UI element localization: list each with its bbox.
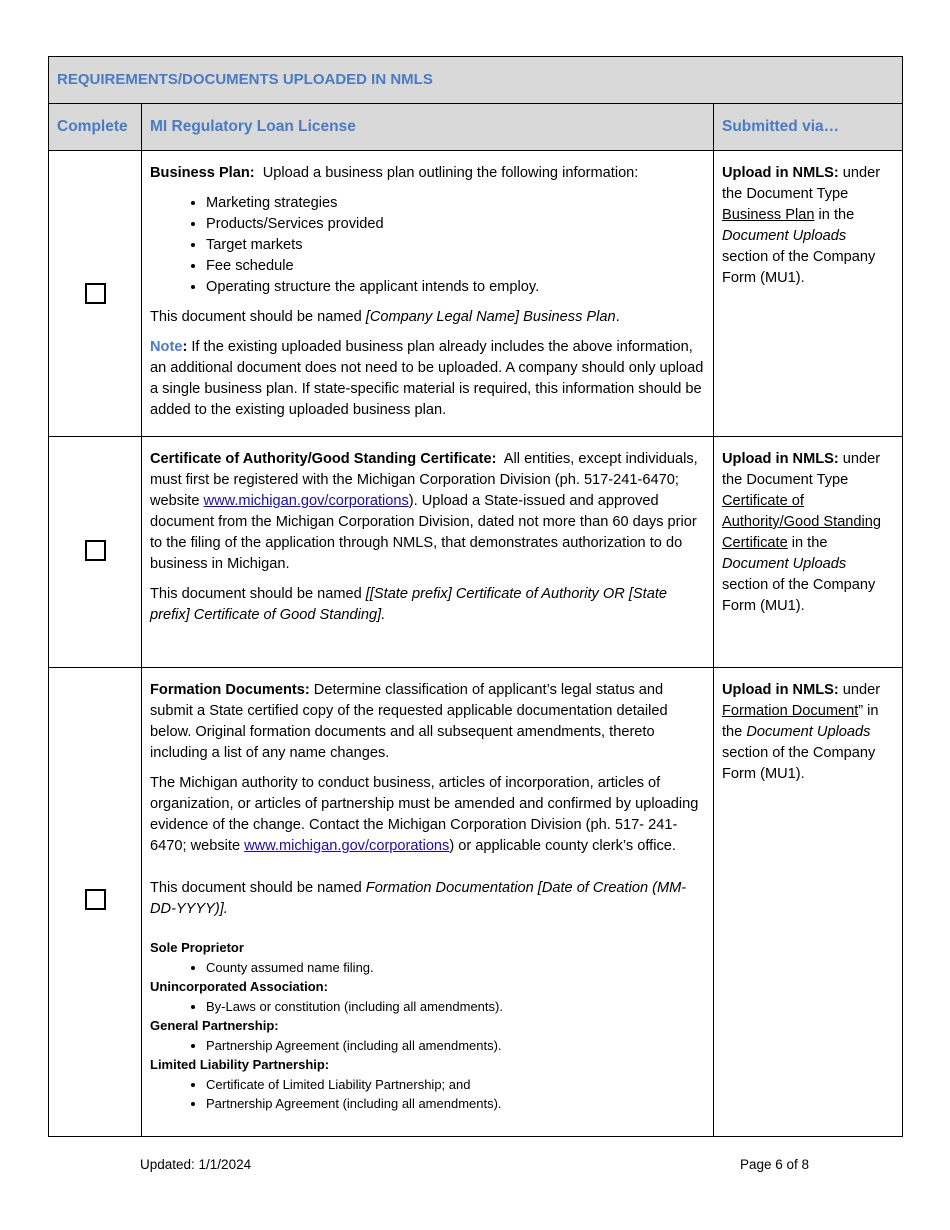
list-item: • Partnership Agreement (including all amendments). [206, 1036, 705, 1056]
table-row: Certificate of Authority/Good Standing Certificate: All entities, except individuals, must first be registered with the Michigan Corporation Division (ph. 517-241-6470; website www.michigan.gov/corporations). Upload a State-issued and approved document from the Michigan Corporation Division, dated not more than 60 days prior to the filing of the application through NMLS, that demonstrates authorization to do business in Michigan. This document should be named [[State prefix] Certificate of Authority OR [State prefix] Certificate of Good Standing]. Upload in NMLS: under the Document Type Certificate of Authority/Good Standing Certificate in the Document Uploads section of the Company Form (MU1). [49, 437, 903, 668]
note-label: Note [150, 339, 183, 355]
header-complete: Complete [49, 104, 142, 151]
table-row: Business Plan: Upload a business plan outlining the following information: • Marketing strategies • Products/Services provided • Target markets • Fee schedule • Operating structure the applicant intends to employ. This document should be named [Company Legal Name] Business Plan. Note: If the existing uploaded business plan already includes the above information, an additional document does not need to be uploaded. A company should only upload a single business plan. If state-specific material is required, this information should be added to the existing uploaded business plan. Upload in NMLS: under the Document Type Business Plan in the Document Uploads section of the Company Form (MU1). [49, 151, 903, 437]
table-row: Formation Documents: Determine classification of applicant’s legal status and submit a State certified copy of the requested applicable documentation detailed below. Original formation documents and all subsequent amendments, thereto including a list of any name changes. The Michigan authority to conduct business, articles of incorporation, articles of organization, or articles of partnership must be amended and confirmed by uploading evidence of the change. Contact the Michigan Corporation Division (ph. 517- 241-6470; website www.michigan.gov/corporations) or applicable county clerk’s office. This document should be named Formation Documentation [Date of Creation (MM-DD-YYYY)]. Sole Proprietor • County assumed name filing. Unincorporated Association: • By-Laws or constitution (including all amendments). General Partnership: • Partnership Agreement (including all amendments). Limited Liability Partnership: • Certificate of Limited Liability Partnership; and • Partnership Agreement (including all amendments). Upload in NMLS: under Formation Document” in the Document Uploads section of the Company Form (MU1). [49, 668, 903, 1137]
list-item: • Certificate of Limited Liability Partnership; and [206, 1075, 705, 1095]
list-item: • Partnership Agreement (including all amendments). [206, 1094, 705, 1114]
business-plan-checkbox[interactable] [85, 283, 106, 304]
corporations-link[interactable]: www.michigan.gov/corporations [244, 838, 450, 854]
formation-checkbox[interactable] [85, 889, 106, 910]
list-item: • Marketing strategies [206, 193, 705, 214]
list-item: • Target markets [206, 235, 705, 256]
table-title-row [49, 57, 903, 104]
list-item: • County assumed name filing. [206, 958, 705, 978]
list-item: • Fee schedule [206, 256, 705, 277]
formation-via: Upload in NMLS: under Formation Document” in the Document Uploads section of the Company Form (MU1). [722, 682, 881, 782]
list-item: • Operating structure the applicant intends to employ. [206, 277, 705, 298]
header-submitted-via: Submitted via… [714, 104, 903, 151]
certificate-checkbox[interactable] [85, 540, 106, 561]
corporations-link[interactable]: www.michigan.gov/corporations [203, 493, 409, 509]
footer-page-number: Page 6 of 8 [740, 1157, 810, 1172]
list-item: • By-Laws or constitution (including all amendments). [206, 997, 705, 1017]
list-item: • Products/Services provided [206, 214, 705, 235]
table-title: REQUIREMENTS/DOCUMENTS UPLOADED IN NMLS [57, 71, 433, 88]
requirements-table [48, 56, 903, 1137]
certificate-via: Upload in NMLS: under the Document Type Certificate of Authority/Good Standing Certificate in the Document Uploads section of the Company Form (MU1). [722, 451, 882, 614]
entity-list: Sole Proprietor • County assumed name filing. Unincorporated Association: • By-Laws or constitution (including all amendments). General Partnership: • Partnership Agreement (including all amendments). Limited Liability Partnership: • Certificate of Limited Liability Partnership; and • Partnership Agreement (including all amendments). [150, 938, 705, 1114]
business-plan-list [150, 193, 705, 298]
business-plan-via: Upload in NMLS: under the Document Type Business Plan in the Document Uploads section of the Company Form (MU1). [722, 165, 881, 286]
footer-updated: Updated: 1/1/2024 [140, 1157, 252, 1172]
header-license: MI Regulatory Loan License [142, 104, 714, 151]
